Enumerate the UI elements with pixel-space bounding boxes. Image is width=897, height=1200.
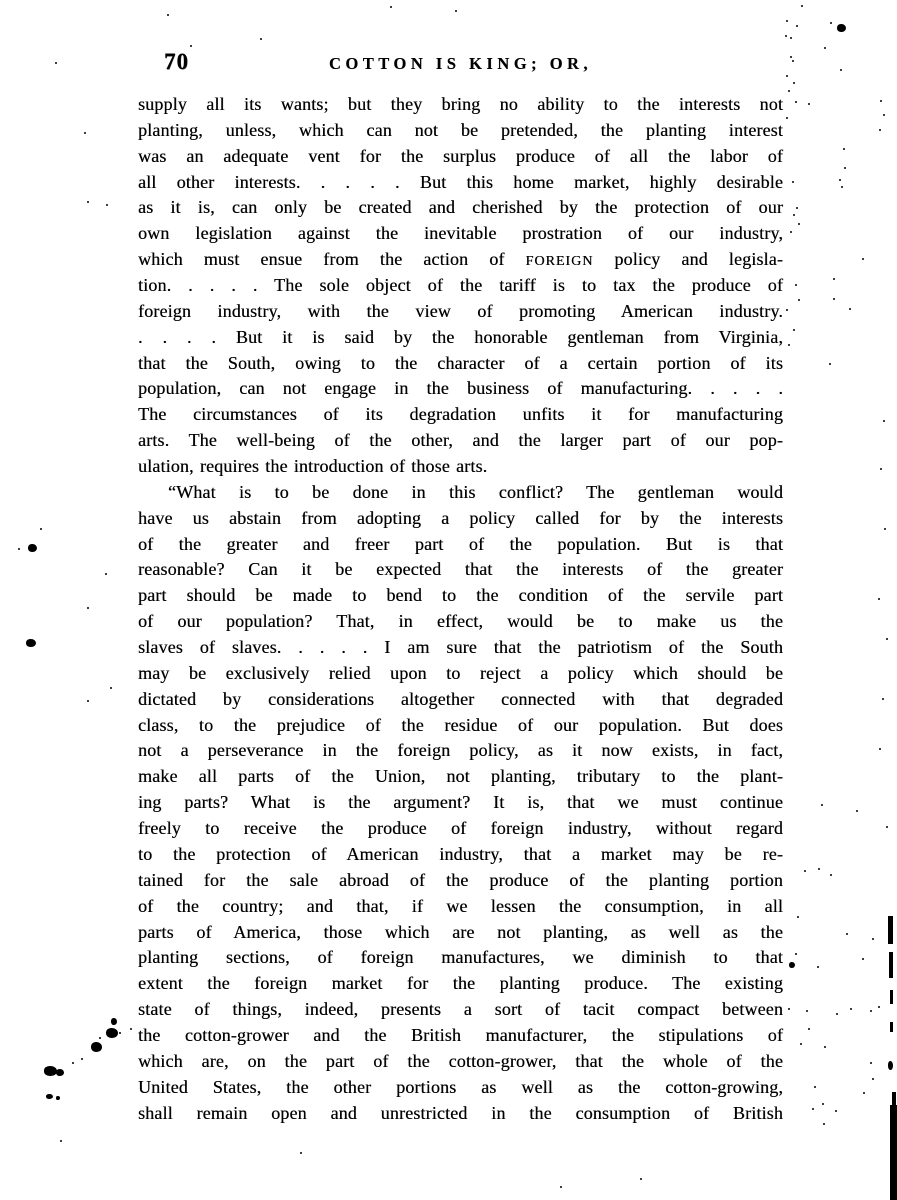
- scan-speck: [808, 103, 810, 105]
- scan-speck: [786, 20, 788, 22]
- text-line: that the South, owing to the character of a certain portion of its: [138, 352, 783, 373]
- scan-speck: [55, 62, 57, 64]
- scan-speck: [190, 45, 192, 47]
- scan-speck: [824, 1046, 826, 1048]
- scan-speck: [788, 344, 790, 346]
- text-line: class, to the prejudice of the residue of our population. But does: [138, 714, 783, 735]
- scan-speck: [841, 186, 843, 188]
- scan-speck: [795, 101, 797, 103]
- scan-speck: [833, 298, 835, 300]
- scan-speck: [40, 528, 42, 530]
- running-header: COTTON IS KING; OR,: [328, 54, 593, 73]
- scan-speck: [792, 181, 794, 183]
- scan-speck: [798, 223, 800, 225]
- scan-speck: [812, 1108, 814, 1110]
- text-line: of the country; and that, if we lessen the consumption, in all: [138, 895, 783, 916]
- scan-speck: [814, 1086, 816, 1088]
- text-line: have us abstain from adopting a policy called for by the interests: [138, 507, 783, 528]
- scan-speck: [850, 1008, 852, 1010]
- text-line: dictated by considerations altogether connected with that degraded: [138, 688, 783, 709]
- scan-speck: [786, 117, 788, 119]
- scan-speck: [836, 1013, 838, 1015]
- text-line: the cotton-grower and the British manufacturer, the stipulations of: [138, 1024, 783, 1045]
- scan-speck: [872, 1078, 874, 1080]
- scan-edge-band: [889, 952, 893, 978]
- scan-speck: [87, 700, 89, 702]
- scan-speck: [835, 1110, 837, 1112]
- text-line: parts of America, those which are not planting, as well as the: [138, 921, 783, 942]
- scan-speck: [862, 258, 864, 260]
- text-line: own legislation against the inevitable prostration of our industry,: [138, 223, 783, 244]
- scan-speck: [786, 75, 788, 77]
- scan-speck: [886, 826, 888, 828]
- scan-speck: [829, 363, 831, 365]
- scan-speck: [844, 167, 846, 169]
- scan-speck: [879, 748, 881, 750]
- scan-edge-band: [890, 1105, 897, 1200]
- text-line: United States, the other portions as well as the cotton-growing,: [138, 1076, 783, 1097]
- ink-blot: [106, 1028, 118, 1038]
- scan-speck: [795, 953, 797, 955]
- text-line: ulation, requires the introduction of those arts.: [138, 456, 488, 477]
- scan-speck: [640, 1178, 642, 1180]
- ink-blot: [28, 544, 37, 552]
- scan-speck: [793, 82, 795, 84]
- scan-speck: [81, 1058, 83, 1060]
- scan-speck: [818, 868, 820, 870]
- scan-speck: [60, 1140, 62, 1142]
- scan-speck: [560, 1186, 562, 1188]
- scan-speck: [856, 810, 858, 812]
- scan-speck: [833, 278, 835, 280]
- scan-speck: [788, 90, 790, 92]
- text-line: tained for the sale abroad of the produce of the planting portion: [138, 869, 783, 890]
- scan-speck: [110, 687, 112, 689]
- scan-speck: [880, 100, 882, 102]
- scan-speck: [793, 214, 795, 216]
- scan-speck: [84, 132, 86, 134]
- ink-blot: [56, 1069, 64, 1076]
- scan-edge-band: [890, 990, 893, 1004]
- scan-edge-band: [890, 1022, 893, 1032]
- ink-blot: [111, 1018, 117, 1025]
- text-line: . . . . But it is said by the honorable gentleman from Virginia,: [138, 326, 783, 347]
- text-line: freely to receive the produce of foreign industry, without regard: [138, 818, 783, 839]
- scan-speck: [872, 938, 874, 940]
- scan-speck: [823, 1123, 825, 1125]
- scan-speck: [790, 231, 792, 233]
- scan-speck: [863, 1092, 865, 1094]
- scan-speck: [883, 420, 885, 422]
- body-text: [138, 92, 783, 1126]
- scan-speck: [883, 114, 885, 116]
- scan-speck: [821, 804, 823, 806]
- text-line: not a perseverance in the foreign policy, as it now exists, in fact,: [138, 740, 783, 761]
- scan-speck: [879, 129, 881, 131]
- scan-speck: [878, 598, 880, 600]
- text-line: The circumstances of its degradation unfits it for manufacturing: [138, 404, 783, 425]
- small-caps-word: FOREIGN: [525, 253, 594, 270]
- scan-speck: [105, 573, 107, 575]
- text-line: as it is, can only be created and cherished by the protection of our: [138, 197, 783, 218]
- text-line: slaves of slaves. . . . . I am sure that the patriotism of the South: [138, 637, 783, 658]
- scan-speck: [790, 37, 792, 39]
- text-line: to the protection of American industry, that a market may be re-: [138, 843, 783, 864]
- scan-speck: [808, 1028, 810, 1030]
- scan-speck: [788, 1008, 790, 1010]
- text-line: of our population? That, in effect, would be to make us the: [138, 611, 783, 632]
- scan-speck: [804, 870, 806, 872]
- scan-speck: [797, 916, 799, 918]
- scan-speck: [839, 179, 841, 181]
- scan-speck: [882, 698, 884, 700]
- ink-blot: [888, 1061, 893, 1070]
- text-line: which are, on the part of the cotton-grower, that the whole of the: [138, 1050, 783, 1071]
- scan-speck: [801, 5, 803, 7]
- scan-edge-band: [892, 1092, 896, 1105]
- scan-speck: [870, 1062, 872, 1064]
- scan-speck: [793, 329, 795, 331]
- text-line: make all parts of the Union, not planting, tributary to the plant-: [138, 766, 783, 787]
- text-line: planting, unless, which can not be pretended, the planting interest: [138, 119, 783, 140]
- scan-speck: [840, 69, 842, 71]
- scan-speck: [870, 1010, 872, 1012]
- scan-speck: [390, 6, 392, 8]
- text-line: shall remain open and unrestricted in the consumption of British: [138, 1102, 783, 1123]
- scan-speck: [824, 47, 826, 49]
- scan-speck: [167, 14, 169, 16]
- ink-blot: [26, 639, 36, 647]
- text-line: may be exclusively relied upon to reject a policy which should be: [138, 662, 783, 683]
- scan-speck: [830, 22, 832, 24]
- scan-speck: [830, 874, 832, 876]
- text-line: extent the foreign market for the planting produce. The existing: [138, 973, 783, 994]
- scan-speck: [785, 35, 787, 37]
- scan-speck: [87, 201, 89, 203]
- ink-blot: [56, 1096, 60, 1100]
- scan-speck: [796, 25, 798, 27]
- text-line: tion. . . . . The sole object of the tariff is to tax the produce of: [138, 275, 783, 296]
- scan-speck: [880, 468, 882, 470]
- scan-speck: [798, 299, 800, 301]
- scan-speck: [843, 148, 845, 150]
- scan-speck: [846, 933, 848, 935]
- scan-speck: [796, 207, 798, 209]
- scan-speck: [886, 638, 888, 640]
- scan-speck: [87, 607, 89, 609]
- text-line: population, can not engage in the business of manufacturing. . . . .: [138, 378, 783, 399]
- scan-speck: [300, 1152, 302, 1154]
- scan-speck: [817, 966, 819, 968]
- scan-edge-band: [888, 916, 893, 944]
- scan-speck: [800, 1043, 802, 1045]
- text-line: foreign industry, with the view of promoting American industry.: [138, 300, 783, 321]
- scan-speck: [106, 204, 108, 206]
- scan-speck: [99, 1037, 101, 1039]
- scan-speck: [119, 1032, 121, 1034]
- scan-speck: [862, 958, 864, 960]
- scan-speck: [455, 10, 457, 12]
- scan-speck: [130, 1028, 132, 1030]
- text-line: planting sections, of foreign manufactures, we diminish to that: [138, 947, 783, 968]
- ink-blot: [837, 24, 846, 32]
- scan-speck: [849, 308, 851, 310]
- ink-blot: [789, 962, 795, 968]
- scan-speck: [884, 528, 886, 530]
- scan-speck: [806, 1010, 808, 1012]
- scan-speck: [18, 548, 20, 550]
- text-line: state of things, indeed, presents a sort of tacit compact between: [138, 999, 783, 1020]
- text-line: part should be made to bend to the condition of the servile part: [138, 585, 783, 606]
- text-line: which must ensue from the action of FOREIGN policy and legisla-: [138, 249, 783, 270]
- scan-speck: [72, 1062, 74, 1064]
- scan-speck: [790, 56, 792, 58]
- scan-speck: [792, 60, 794, 62]
- ink-blot: [46, 1094, 53, 1099]
- text-line: reasonable? Can it be expected that the interests of the greater: [138, 559, 783, 580]
- ink-blot: [91, 1042, 102, 1052]
- text-line: arts. The well-being of the other, and the larger part of our pop-: [138, 430, 783, 451]
- scan-speck: [786, 309, 788, 311]
- scan-speck: [795, 284, 797, 286]
- text-line: supply all its wants; but they bring no ability to the interests not: [138, 94, 783, 114]
- scan-speck: [260, 38, 262, 40]
- text-line: was an adequate vent for the surplus produce of all the labor of: [138, 145, 783, 166]
- text-line: ing parts? What is the argument? It is, that we must continue: [138, 792, 783, 813]
- scan-speck: [822, 1103, 824, 1105]
- text-line: all other interests. . . . . But this home market, highly desirable: [138, 171, 783, 192]
- page-number: 70: [164, 49, 189, 74]
- text-line: of the greater and freer part of the population. But is that: [138, 533, 783, 554]
- scan-speck: [878, 1006, 880, 1008]
- text-line: “What is to be done in this conflict? The gentleman would: [168, 481, 783, 502]
